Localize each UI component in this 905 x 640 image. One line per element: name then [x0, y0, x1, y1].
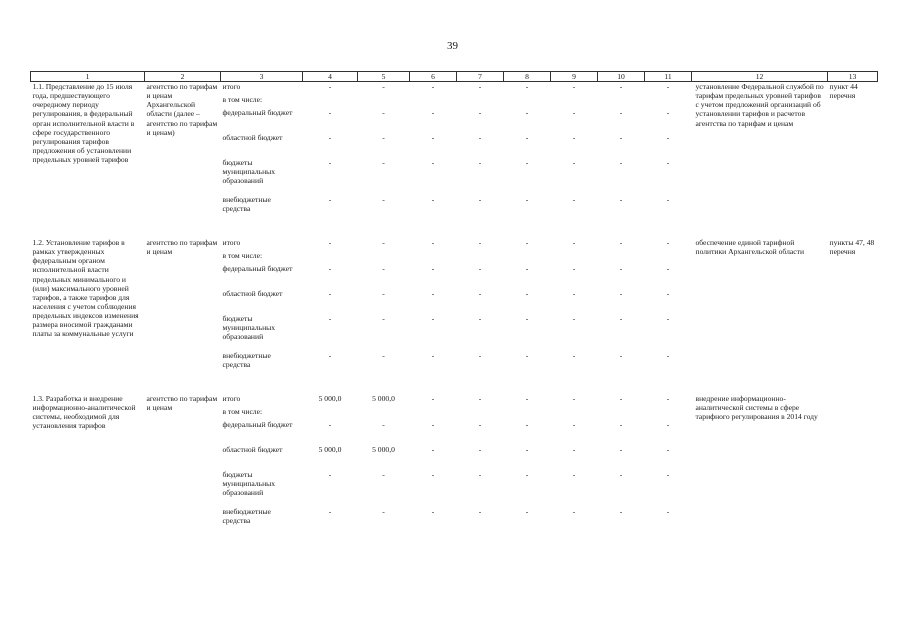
- funding-source-row: [221, 195, 692, 220]
- funding-value: -: [666, 133, 670, 143]
- funding-value: -: [478, 507, 482, 517]
- funding-value: -: [525, 445, 529, 455]
- funding-source-row: [221, 507, 692, 532]
- funding-value: -: [619, 108, 623, 118]
- measure-cell: 1.1. Представление до 15 июля года, предшествующего очередному периоду регулирования, в федеральный орган исполнительной власти в сфере государственного регулирования тарифов предложения об установлении предельных уровней тарифов: [32, 82, 135, 164]
- column-header: 7: [457, 72, 504, 82]
- funding-value: -: [431, 82, 435, 92]
- funding-value: -: [478, 314, 482, 324]
- funding-value: -: [619, 507, 623, 517]
- funding-value: -: [328, 108, 332, 118]
- funding-value: -: [572, 351, 576, 361]
- funding-value: -: [328, 420, 332, 430]
- funding-source-label: бюджеты муниципальных образований: [222, 314, 276, 342]
- funding-value: -: [525, 158, 529, 168]
- funding-value: -: [619, 195, 623, 205]
- column-header: 3: [221, 72, 303, 82]
- funding-value: -: [619, 158, 623, 168]
- funding-value: [645, 407, 692, 420]
- funding-value: -: [328, 195, 332, 205]
- funding-value: -: [525, 108, 529, 118]
- funding-value: -: [666, 420, 670, 430]
- funding-value: -: [525, 394, 529, 404]
- reference-cell: [828, 394, 878, 532]
- funding-value: -: [666, 158, 670, 168]
- funding-value: -: [666, 108, 670, 118]
- funding-value: -: [525, 238, 529, 248]
- funding-value: -: [572, 289, 576, 299]
- funding-value: -: [666, 445, 670, 455]
- funding-value: -: [382, 108, 385, 118]
- funding-value: -: [619, 133, 623, 143]
- funding-value: -: [382, 420, 385, 430]
- row-spacer: [31, 220, 878, 238]
- funding-value: -: [666, 470, 670, 480]
- page-number: 39: [447, 40, 458, 52]
- funding-source-row: [221, 238, 692, 251]
- funding-source-label: внебюджетные средства: [222, 195, 271, 214]
- funding-source-label: внебюджетные средства: [222, 351, 271, 370]
- funding-source-row: [221, 445, 692, 470]
- funding-value: -: [619, 470, 623, 480]
- funding-value: -: [525, 420, 529, 430]
- funding-source-row: [221, 407, 692, 420]
- funding-value: -: [328, 82, 332, 92]
- funding-value: -: [572, 195, 576, 205]
- column-header: 10: [598, 72, 645, 82]
- funding-value: -: [382, 314, 385, 324]
- funding-source-row: [221, 158, 692, 195]
- column-header: 12: [692, 72, 828, 82]
- funding-value: [358, 95, 410, 108]
- funding-value: -: [431, 420, 435, 430]
- funding-value: -: [619, 351, 623, 361]
- column-header: 8: [504, 72, 551, 82]
- funding-value: -: [431, 289, 435, 299]
- funding-value: -: [525, 351, 529, 361]
- funding-value: -: [382, 133, 385, 143]
- funding-value: [457, 95, 504, 108]
- funding-value: -: [478, 289, 482, 299]
- funding-value: [303, 95, 358, 108]
- funding-value: -: [478, 394, 482, 404]
- funding-value: -: [525, 507, 529, 517]
- funding-value: -: [619, 314, 623, 324]
- funding-value: -: [431, 158, 435, 168]
- executor-cell: агентство по тарифам и ценам: [146, 238, 218, 257]
- funding-value: -: [431, 507, 435, 517]
- funding-value: -: [572, 238, 576, 248]
- funding-value: -: [525, 470, 529, 480]
- funding-value: -: [478, 351, 482, 361]
- funding-value: -: [382, 82, 385, 92]
- funding-value: -: [572, 264, 576, 274]
- funding-value: -: [328, 264, 332, 274]
- funding-value: -: [572, 108, 576, 118]
- funding-value: [410, 407, 457, 420]
- funding-value: -: [666, 264, 670, 274]
- reference-cell: пункт 44 перечня: [829, 82, 858, 101]
- spacer-cell: [31, 220, 878, 238]
- funding-value: -: [382, 470, 385, 480]
- funding-value: 5 000,0: [318, 445, 342, 455]
- funding-value: -: [431, 108, 435, 118]
- funding-value: 5 000,0: [372, 445, 395, 455]
- executor-cell: агентство по тарифам и ценам Архангельской области (далее – агентство по тарифам и ценам): [146, 82, 218, 137]
- funding-value: -: [328, 238, 332, 248]
- funding-value: [598, 251, 645, 264]
- funding-table: [221, 394, 692, 532]
- funding-value: -: [525, 195, 529, 205]
- funding-value: -: [478, 133, 482, 143]
- funding-value: [504, 95, 551, 108]
- funding-table: [221, 238, 692, 376]
- funding-source-label: итого: [222, 394, 241, 404]
- funding-source-label: федеральный бюджет: [222, 420, 293, 430]
- header-row: [31, 72, 878, 82]
- column-header: 1: [31, 72, 145, 82]
- funding-value: -: [572, 394, 576, 404]
- funding-value: -: [382, 264, 385, 274]
- funding-value: -: [328, 133, 332, 143]
- funding-source-row: [221, 108, 692, 133]
- funding-value: -: [431, 133, 435, 143]
- funding-value: -: [328, 507, 332, 517]
- funding-value: -: [525, 314, 529, 324]
- funding-value: -: [572, 420, 576, 430]
- funding-value: -: [666, 351, 670, 361]
- funding-value: [645, 251, 692, 264]
- table-row: [31, 238, 878, 376]
- funding-block: [221, 394, 692, 532]
- funding-source-label: итого: [222, 82, 241, 92]
- funding-source-label: федеральный бюджет: [222, 264, 293, 274]
- funding-value: [551, 407, 598, 420]
- funding-value: -: [382, 158, 385, 168]
- funding-value: -: [431, 238, 435, 248]
- funding-value: [410, 251, 457, 264]
- funding-value: -: [478, 470, 482, 480]
- funding-value: -: [572, 314, 576, 324]
- funding-value: -: [382, 238, 385, 248]
- funding-value: [598, 95, 645, 108]
- funding-value: [410, 95, 457, 108]
- funding-source-row: [221, 82, 692, 95]
- column-header: 5: [358, 72, 410, 82]
- funding-value: -: [666, 289, 670, 299]
- funding-value: -: [431, 351, 435, 361]
- funding-value: -: [525, 264, 529, 274]
- funding-value: -: [619, 289, 623, 299]
- funding-value: -: [525, 82, 529, 92]
- funding-source-label: областной бюджет: [222, 445, 283, 455]
- column-header: 4: [303, 72, 358, 82]
- table-row: [31, 82, 878, 221]
- funding-value: -: [572, 470, 576, 480]
- funding-value: -: [525, 133, 529, 143]
- funding-source-label: внебюджетные средства: [222, 507, 271, 526]
- funding-source-row: [221, 95, 692, 108]
- funding-value: [303, 407, 358, 420]
- funding-value: -: [666, 314, 670, 324]
- funding-value: -: [478, 445, 482, 455]
- funding-value: -: [478, 108, 482, 118]
- funding-value: [358, 251, 410, 264]
- funding-value: 5 000,0: [372, 394, 395, 404]
- funding-value: -: [328, 314, 332, 324]
- funding-source-label: областной бюджет: [222, 133, 283, 143]
- result-cell: обеспечение единой тарифной политики Архангельской области: [695, 238, 805, 257]
- result-cell: установление Федеральной службой по тарифам предельных уровней тарифов с учетом предложений организаций об установлении тарифов и расчетов агентства по тарифам и ценам: [695, 82, 824, 128]
- funding-value: -: [431, 195, 435, 205]
- funding-value: -: [572, 507, 576, 517]
- funding-source-row: [221, 289, 692, 314]
- funding-value: -: [619, 445, 623, 455]
- funding-value: -: [619, 238, 623, 248]
- funding-value: -: [666, 82, 670, 92]
- funding-source-row: [221, 264, 692, 289]
- funding-value: -: [328, 470, 332, 480]
- funding-value: [504, 251, 551, 264]
- funding-value: -: [431, 394, 435, 404]
- funding-value: -: [382, 195, 385, 205]
- funding-value: [457, 407, 504, 420]
- result-cell: внедрение информационно-аналитической системы в сфере тарифного регулирования в 2014 году: [695, 394, 818, 422]
- funding-value: -: [431, 470, 435, 480]
- funding-block: [221, 82, 692, 221]
- program-table: [30, 71, 878, 532]
- funding-source-row: [221, 251, 692, 264]
- reference-cell: пункты 47, 48 перечня: [829, 238, 875, 257]
- funding-source-row: [221, 420, 692, 445]
- table-row: [31, 394, 878, 532]
- funding-value: -: [478, 264, 482, 274]
- funding-source-row: [221, 394, 692, 407]
- funding-source-label: федеральный бюджет: [222, 108, 293, 118]
- funding-value: -: [382, 289, 385, 299]
- funding-source-row: [221, 470, 692, 507]
- funding-source-label: в том числе:: [222, 407, 263, 417]
- funding-source-row: [221, 133, 692, 158]
- funding-value: -: [382, 351, 385, 361]
- column-header: 2: [145, 72, 221, 82]
- funding-value: -: [478, 195, 482, 205]
- funding-source-label: бюджеты муниципальных образований: [222, 158, 276, 186]
- measure-cell: 1.3. Разработка и внедрение информационно-аналитической системы, необходимой для установления тарифов: [32, 394, 136, 431]
- funding-value: 5 000,0: [318, 394, 342, 404]
- funding-value: -: [431, 445, 435, 455]
- funding-value: [598, 407, 645, 420]
- funding-source-label: в том числе:: [222, 95, 263, 105]
- funding-source-label: бюджеты муниципальных образований: [222, 470, 276, 498]
- funding-value: [645, 95, 692, 108]
- funding-value: [303, 251, 358, 264]
- column-header: 9: [551, 72, 598, 82]
- funding-value: -: [382, 507, 385, 517]
- funding-value: -: [478, 82, 482, 92]
- funding-source-label: в том числе:: [222, 251, 263, 261]
- funding-source-label: итого: [222, 238, 241, 248]
- funding-value: -: [478, 420, 482, 430]
- column-header: 6: [410, 72, 457, 82]
- funding-value: -: [572, 82, 576, 92]
- funding-value: -: [431, 314, 435, 324]
- funding-source-row: [221, 314, 692, 351]
- funding-block: [221, 238, 692, 376]
- funding-value: -: [572, 445, 576, 455]
- funding-value: -: [666, 507, 670, 517]
- funding-source-row: [221, 351, 692, 376]
- row-spacer: [31, 376, 878, 394]
- funding-value: -: [478, 238, 482, 248]
- funding-value: -: [666, 394, 670, 404]
- funding-value: -: [619, 82, 623, 92]
- funding-value: -: [666, 238, 670, 248]
- funding-value: -: [431, 264, 435, 274]
- funding-value: [457, 251, 504, 264]
- funding-table: [221, 82, 692, 220]
- funding-value: [551, 95, 598, 108]
- funding-source-label: областной бюджет: [222, 289, 283, 299]
- column-header: 13: [828, 72, 878, 82]
- column-header: 11: [645, 72, 692, 82]
- funding-value: -: [619, 264, 623, 274]
- funding-value: -: [328, 351, 332, 361]
- funding-value: -: [666, 195, 670, 205]
- funding-value: -: [619, 394, 623, 404]
- funding-value: -: [572, 133, 576, 143]
- funding-value: -: [328, 158, 332, 168]
- spacer-cell: [31, 376, 878, 394]
- funding-value: -: [572, 158, 576, 168]
- funding-value: -: [619, 420, 623, 430]
- executor-cell: агентство по тарифам и ценам: [146, 394, 218, 413]
- funding-value: [358, 407, 410, 420]
- funding-value: [504, 407, 551, 420]
- funding-value: -: [478, 158, 482, 168]
- funding-value: -: [525, 289, 529, 299]
- funding-value: -: [328, 289, 332, 299]
- funding-value: [551, 251, 598, 264]
- measure-cell: 1.2. Установление тарифов в рамках утвержденных федеральным органом исполнительной власти предельных минимального и (или) максимального уровней тарифов, а также тарифов для населения с учетом соблюдения предельных индексов изменения размера вносимой гражданами платы за коммунальные услуги: [32, 238, 139, 339]
